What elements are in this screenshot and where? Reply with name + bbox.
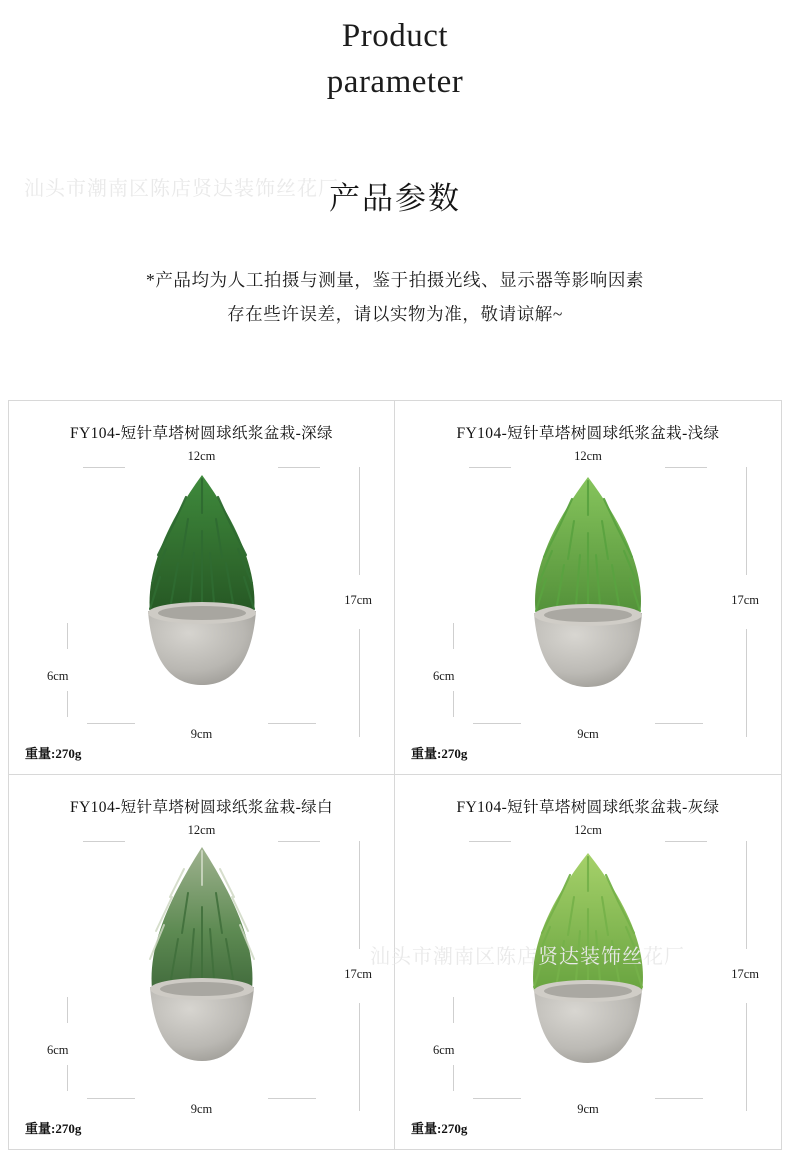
- page-title-en-line1: Product: [341, 18, 449, 54]
- product-title: FY104-短针草塔树圆球纸浆盆栽-灰绿: [456, 799, 720, 816]
- guide-line: [359, 629, 360, 737]
- potted-plant-icon: [62, 453, 342, 733]
- product-photo: [9, 819, 394, 1149]
- dimension-pot-height: 6cm: [433, 669, 455, 683]
- potted-plant-icon: [448, 453, 728, 733]
- guide-line: [665, 841, 707, 842]
- product-title: FY104-短针草塔树圆球纸浆盆栽-绿白: [70, 799, 333, 816]
- guide-line: [453, 997, 454, 1023]
- dimension-height: 17cm: [344, 967, 372, 981]
- guide-line: [746, 841, 747, 949]
- guide-line: [67, 997, 68, 1023]
- guide-line: [67, 1065, 68, 1091]
- potted-plant-icon: [448, 827, 728, 1107]
- guide-line: [665, 467, 707, 468]
- dimension-width-top: 12cm: [574, 823, 602, 837]
- product-weight: 重量:270g: [411, 1121, 468, 1136]
- dimension-height: 17cm: [731, 967, 759, 981]
- product-cell[interactable]: [395, 775, 781, 1149]
- product-weight: 重量:270g: [25, 746, 82, 761]
- guide-line: [453, 691, 454, 717]
- product-cell[interactable]: [9, 401, 395, 775]
- page-title-cn: 产品参数: [329, 181, 461, 217]
- product-title: FY104-短针草塔树圆球纸浆盆栽-深绿: [70, 425, 333, 442]
- dimension-pot-width: 9cm: [190, 727, 213, 741]
- product-photo: [9, 445, 394, 774]
- dimension-pot-height: 6cm: [47, 1043, 69, 1057]
- guide-line: [469, 841, 511, 842]
- measurement-note-line2: 存在些许误差，请以实物为准，敬请谅解~: [227, 304, 563, 325]
- guide-line: [268, 723, 316, 724]
- guide-line: [87, 723, 135, 724]
- dimension-pot-height: 6cm: [47, 669, 69, 683]
- guide-line: [278, 467, 320, 468]
- guide-line: [359, 467, 360, 575]
- page-title-cn-wrap: [0, 173, 790, 229]
- watermark-top: 汕头市潮南区陈店贤达装饰丝花厂: [24, 178, 339, 200]
- guide-line: [473, 723, 521, 724]
- guide-line: [87, 1098, 135, 1099]
- guide-line: [359, 841, 360, 949]
- guide-line: [359, 1003, 360, 1111]
- product-cell[interactable]: [9, 775, 395, 1149]
- dimension-height: 17cm: [344, 593, 372, 607]
- product-photo: [395, 445, 781, 774]
- page-header: [0, 0, 790, 331]
- dimension-height: 17cm: [731, 593, 759, 607]
- guide-line: [453, 623, 454, 649]
- potted-plant-icon: [62, 827, 342, 1107]
- measurement-note-line1: *产品均为人工拍摄与测量，鉴于拍摄光线、显示器等影响因素: [145, 270, 645, 291]
- measurement-note: [0, 263, 790, 331]
- product-weight: 重量:270g: [411, 746, 468, 761]
- guide-line: [655, 723, 703, 724]
- page-title-en-line2: parameter: [326, 63, 464, 100]
- dimension-width-top: 12cm: [187, 823, 216, 837]
- guide-line: [746, 467, 747, 575]
- product-title: FY104-短针草塔树圆球纸浆盆栽-浅绿: [456, 425, 720, 442]
- guide-line: [268, 1098, 316, 1099]
- guide-line: [278, 841, 320, 842]
- dimension-width-top: 12cm: [574, 449, 602, 463]
- dimension-pot-width: 9cm: [190, 1102, 213, 1116]
- product-weight: 重量:270g: [25, 1121, 82, 1136]
- dimension-pot-width: 9cm: [577, 1102, 599, 1116]
- product-cell[interactable]: [395, 401, 781, 775]
- dimension-width-top: 12cm: [187, 449, 216, 463]
- guide-line: [746, 629, 747, 737]
- page-title-en: [0, 14, 790, 105]
- guide-line: [746, 1003, 747, 1111]
- product-grid: [8, 400, 782, 1150]
- guide-line: [655, 1098, 703, 1099]
- product-photo: [395, 819, 781, 1149]
- guide-line: [453, 1065, 454, 1091]
- dimension-pot-height: 6cm: [433, 1043, 455, 1057]
- guide-line: [83, 841, 125, 842]
- watermark-middle: 汕头市潮南区陈店贤达装饰丝花厂: [370, 946, 685, 968]
- guide-line: [67, 691, 68, 717]
- guide-line: [83, 467, 125, 468]
- guide-line: [473, 1098, 521, 1099]
- guide-line: [67, 623, 68, 649]
- guide-line: [469, 467, 511, 468]
- dimension-pot-width: 9cm: [577, 727, 599, 741]
